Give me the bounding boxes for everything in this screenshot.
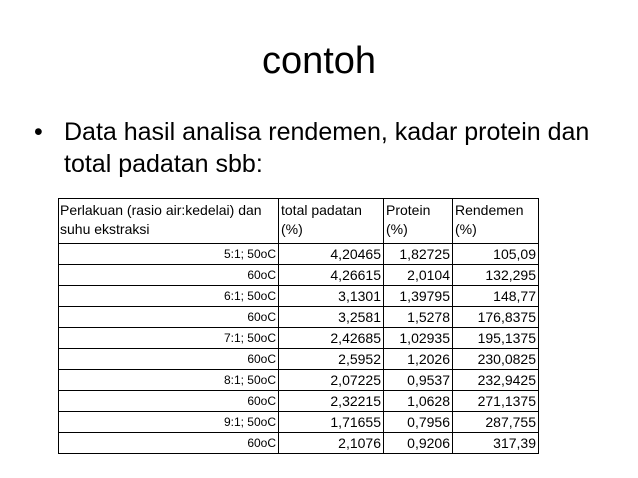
- cell-protein: 2,0104: [384, 265, 453, 286]
- row-label: 60oC: [59, 391, 279, 412]
- data-table: [58, 198, 539, 454]
- cell-total-padatan: 2,5952: [279, 349, 384, 370]
- cell-rendemen: 271,1375: [453, 391, 539, 412]
- cell-rendemen: 195,1375: [453, 328, 539, 349]
- table-row: [59, 328, 539, 349]
- bullet-text: Data hasil analisa rendemen, kadar protein dan total padatan sbb:: [64, 118, 590, 178]
- row-label: 60oC: [59, 349, 279, 370]
- cell-total-padatan: 4,20465: [279, 244, 384, 265]
- row-label: 6:1; 50oC: [59, 286, 279, 307]
- header-total-padatan: total padatan (%): [279, 199, 384, 244]
- cell-rendemen: 230,0825: [453, 349, 539, 370]
- table-row: [59, 244, 539, 265]
- header-perlakuan: Perlakuan (rasio air:kedelai) dan suhu ekstraksi: [59, 199, 279, 244]
- cell-total-padatan: 1,71655: [279, 412, 384, 433]
- cell-protein: 1,0628: [384, 391, 453, 412]
- row-label: 8:1; 50oC: [59, 370, 279, 391]
- cell-protein: 0,7956: [384, 412, 453, 433]
- cell-protein: 0,9537: [384, 370, 453, 391]
- cell-protein: 1,5278: [384, 307, 453, 328]
- table-row: [59, 433, 539, 454]
- cell-protein: 0,9206: [384, 433, 453, 454]
- header-protein: Protein (%): [384, 199, 453, 244]
- cell-protein: 1,02935: [384, 328, 453, 349]
- cell-rendemen: 148,77: [453, 286, 539, 307]
- cell-rendemen: 132,295: [453, 265, 539, 286]
- slide-title: contoh: [261, 40, 377, 82]
- cell-protein: 1,2026: [384, 349, 453, 370]
- table-row: [59, 307, 539, 328]
- table-row: [59, 286, 539, 307]
- table-row: [59, 370, 539, 391]
- header-rendemen: Rendemen (%): [453, 199, 539, 244]
- cell-total-padatan: 2,32215: [279, 391, 384, 412]
- table-row: [59, 265, 539, 286]
- cell-total-padatan: 3,2581: [279, 307, 384, 328]
- table-row: [59, 391, 539, 412]
- cell-total-padatan: 2,1076: [279, 433, 384, 454]
- table-header-row: [59, 199, 539, 244]
- row-label: 60oC: [59, 307, 279, 328]
- cell-total-padatan: 3,1301: [279, 286, 384, 307]
- cell-rendemen: 317,39: [453, 433, 539, 454]
- row-label: 5:1; 50oC: [59, 244, 279, 265]
- table-row: [59, 349, 539, 370]
- cell-protein: 1,39795: [384, 286, 453, 307]
- row-label: 7:1; 50oC: [59, 328, 279, 349]
- bullet-dot: •: [34, 118, 43, 146]
- cell-total-padatan: 4,26615: [279, 265, 384, 286]
- cell-total-padatan: 2,07225: [279, 370, 384, 391]
- cell-rendemen: 232,9425: [453, 370, 539, 391]
- cell-rendemen: 105,09: [453, 244, 539, 265]
- cell-rendemen: 287,755: [453, 412, 539, 433]
- row-label: 9:1; 50oC: [59, 412, 279, 433]
- cell-protein: 1,82725: [384, 244, 453, 265]
- cell-total-padatan: 2,42685: [279, 328, 384, 349]
- row-label: 60oC: [59, 433, 279, 454]
- table-row: [59, 412, 539, 433]
- cell-rendemen: 176,8375: [453, 307, 539, 328]
- row-label: 60oC: [59, 265, 279, 286]
